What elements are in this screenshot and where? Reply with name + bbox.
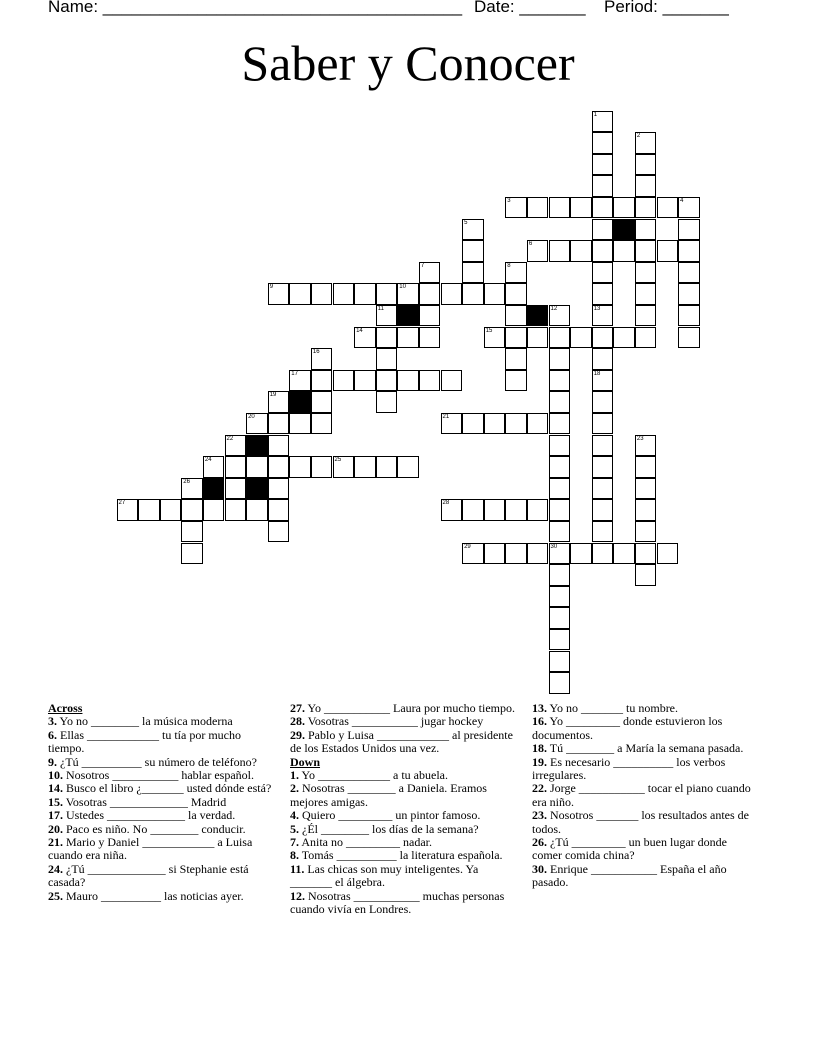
grid-cell[interactable]: [592, 240, 614, 262]
grid-cell[interactable]: [678, 327, 700, 349]
grid-cell[interactable]: [635, 456, 657, 478]
grid-cell[interactable]: [181, 521, 203, 543]
grid-cell[interactable]: [678, 197, 700, 219]
cell-number: 21: [442, 413, 450, 420]
cell-number: 7: [420, 262, 425, 269]
grid-cell[interactable]: [181, 478, 203, 500]
cell-number: 11: [377, 305, 384, 312]
grid-cell[interactable]: [289, 283, 311, 305]
grid-cell[interactable]: [246, 499, 268, 521]
grid-cell[interactable]: [484, 543, 506, 565]
grid-cell[interactable]: [549, 651, 571, 673]
cell-number: 5: [464, 219, 468, 226]
grid-cell[interactable]: [549, 629, 571, 651]
grid-cell[interactable]: [613, 543, 635, 565]
clue-item: 19. Es necesario __________ los verbos irregulares.: [532, 754, 726, 783]
grid-cell[interactable]: [268, 413, 290, 435]
grid-cell[interactable]: [570, 327, 592, 349]
grid-cell[interactable]: [484, 499, 506, 521]
grid-cell[interactable]: [635, 283, 657, 305]
grid-cell[interactable]: [549, 672, 571, 694]
grid-cell[interactable]: [505, 283, 527, 305]
grid-cell[interactable]: [635, 197, 657, 219]
grid-cell[interactable]: [181, 543, 203, 565]
grid-cell[interactable]: [311, 370, 333, 392]
grid-cell[interactable]: [289, 456, 311, 478]
grid-cell[interactable]: [592, 327, 614, 349]
grid-cell[interactable]: [549, 240, 571, 262]
grid-cell[interactable]: [678, 262, 700, 284]
grid-cell[interactable]: [462, 413, 484, 435]
grid-cell[interactable]: [592, 175, 614, 197]
grid-cell[interactable]: [678, 240, 700, 262]
grid-cell[interactable]: [311, 456, 333, 478]
grid-cell[interactable]: [678, 219, 700, 241]
grid-cell[interactable]: [333, 283, 355, 305]
black-cell: [527, 305, 549, 327]
grid-cell[interactable]: [505, 543, 527, 565]
clue-item: 25. Mauro __________ las noticias ayer.: [48, 888, 244, 903]
clue-item: 5. ¿Él ________ los días de la semana?: [290, 821, 479, 836]
grid-cell[interactable]: [268, 521, 290, 543]
grid-cell[interactable]: [419, 283, 441, 305]
grid-cell[interactable]: [527, 240, 549, 262]
grid-cell[interactable]: [635, 262, 657, 284]
cell-number: 20: [248, 413, 255, 420]
grid-cell[interactable]: [462, 499, 484, 521]
grid-cell[interactable]: [397, 283, 419, 305]
name-line: Name: ______________________________________: [48, 0, 463, 16]
grid-cell[interactable]: [441, 370, 463, 392]
grid-cell[interactable]: [592, 348, 614, 370]
cell-number: 8: [507, 262, 511, 269]
cell-number: 28: [442, 500, 450, 507]
grid-cell[interactable]: [657, 543, 679, 565]
grid-cell[interactable]: [592, 370, 614, 392]
grid-cell[interactable]: [376, 391, 398, 413]
clue-item: 8. Tomás __________ la literatura española.: [290, 848, 503, 863]
grid-cell[interactable]: [376, 305, 398, 327]
grid-cell[interactable]: [462, 283, 484, 305]
grid-cell[interactable]: [462, 240, 484, 262]
clue-item: 10. Nosotros ___________ hablar español.: [48, 768, 254, 783]
grid-cell[interactable]: [549, 586, 571, 608]
cell-number: 29: [464, 543, 471, 550]
grid-cell[interactable]: [592, 543, 614, 565]
grid-cell[interactable]: [354, 283, 376, 305]
grid-cell[interactable]: [570, 197, 592, 219]
clue-item: 21. Mario y Daniel ____________ a Luisa cuando era niña.: [48, 835, 253, 863]
grid-cell[interactable]: [311, 391, 333, 413]
clue-item: 1. Yo ____________ a tu abuela.: [290, 768, 448, 783]
grid-cell[interactable]: [635, 499, 657, 521]
grid-cell[interactable]: [549, 607, 571, 629]
clue-item: 30. Enrique ___________ España el año pasado.: [532, 861, 727, 890]
grid-cell[interactable]: [181, 499, 203, 521]
cell-number: 23: [636, 435, 644, 442]
grid-cell[interactable]: [462, 262, 484, 284]
grid-cell[interactable]: [505, 348, 527, 370]
grid-cell[interactable]: [462, 543, 484, 565]
grid-cell[interactable]: [419, 262, 441, 284]
page-title: Saber y Conocer: [241, 35, 575, 91]
grid-cell[interactable]: [268, 435, 290, 457]
clue-item: 11. Las chicas son muy inteligentes. Ya _______ el álgebra.: [290, 861, 479, 890]
grid-cell[interactable]: [505, 197, 527, 219]
cell-number: 22: [226, 435, 234, 442]
grid-cell[interactable]: [592, 456, 614, 478]
grid-cell[interactable]: [268, 283, 290, 305]
cell-number: 10: [399, 284, 406, 291]
grid-cell[interactable]: [138, 499, 160, 521]
grid-cell[interactable]: [397, 327, 419, 349]
grid-cell[interactable]: [225, 499, 247, 521]
grid-cell[interactable]: [376, 370, 398, 392]
grid-cell[interactable]: [397, 456, 419, 478]
clue-item: 20. Paco es niño. No ________ conducir.: [48, 821, 246, 836]
grid-cell[interactable]: [203, 456, 225, 478]
cell-number: 15: [485, 327, 493, 334]
grid-cell[interactable]: [268, 499, 290, 521]
grid-cell[interactable]: [246, 413, 268, 435]
clue-item: 26. ¿Tú _________ un buen lugar donde comer comida china?: [532, 835, 727, 863]
grid-cell[interactable]: [268, 478, 290, 500]
grid-cell[interactable]: [225, 435, 247, 457]
clue-item: 13. Yo no _______ tu nombre.: [532, 701, 679, 715]
cell-number: 17: [291, 370, 298, 377]
grid-cell[interactable]: [419, 305, 441, 327]
black-cell: [613, 219, 635, 241]
grid-cell[interactable]: [441, 499, 463, 521]
clue-item: 27. Yo ___________ Laura por mucho tiempo.: [290, 701, 515, 715]
grid-cell[interactable]: [592, 305, 614, 327]
grid-cell[interactable]: [289, 370, 311, 392]
grid-cell[interactable]: [505, 413, 527, 435]
clue-item: 9. ¿Tú __________ su número de teléfono?: [48, 754, 257, 769]
clue-item: 22. Jorge ___________ tocar el piano cuando era niño.: [532, 781, 751, 809]
grid-cell[interactable]: [311, 413, 333, 435]
grid-cell[interactable]: [505, 499, 527, 521]
grid-cell[interactable]: [527, 499, 549, 521]
grid-cell[interactable]: [635, 435, 657, 457]
clue-item: 7. Anita no _________ nadar.: [290, 835, 432, 850]
grid-cell[interactable]: [527, 327, 549, 349]
grid-cell[interactable]: [657, 240, 679, 262]
grid-cell[interactable]: [635, 154, 657, 176]
grid-cell[interactable]: [441, 283, 463, 305]
grid-cell[interactable]: [419, 370, 441, 392]
grid-cell[interactable]: [225, 478, 247, 500]
across-heading: Across: [48, 701, 83, 715]
date-line: Date: _______: [474, 0, 586, 16]
cell-number: 3: [507, 197, 511, 204]
grid-cell[interactable]: [203, 499, 225, 521]
clue-item: 17. Ustedes _____________ la verdad.: [48, 808, 236, 823]
cell-number: 26: [183, 478, 190, 485]
clues-column-2: [290, 702, 520, 917]
grid-cell[interactable]: [549, 391, 571, 413]
grid-cell[interactable]: [376, 348, 398, 370]
grid-cell[interactable]: [268, 391, 290, 413]
grid-cell[interactable]: [484, 327, 506, 349]
grid-cell[interactable]: [678, 305, 700, 327]
grid-cell[interactable]: [225, 456, 247, 478]
grid-cell[interactable]: [613, 197, 635, 219]
grid-cell[interactable]: [549, 370, 571, 392]
grid-cell[interactable]: [635, 305, 657, 327]
grid-cell[interactable]: [635, 219, 657, 241]
cell-number: 1: [593, 111, 598, 118]
grid-cell[interactable]: [354, 327, 376, 349]
cell-number: 9: [269, 284, 274, 291]
grid-cell[interactable]: [592, 154, 614, 176]
grid-cell[interactable]: [505, 327, 527, 349]
grid-cell[interactable]: [549, 413, 571, 435]
grid-cell[interactable]: [376, 283, 398, 305]
cell-number: 16: [312, 349, 320, 356]
cell-number: 19: [269, 392, 277, 399]
grid-cell[interactable]: [549, 456, 571, 478]
grid-cell[interactable]: [289, 413, 311, 435]
clue-item: 6. Ellas ____________ tu tía por mucho tiempo.: [48, 727, 241, 756]
grid-cell[interactable]: [441, 413, 463, 435]
grid-cell[interactable]: [570, 240, 592, 262]
grid-cell[interactable]: [549, 478, 571, 500]
grid-cell[interactable]: [117, 499, 139, 521]
period-line: Period: _______: [604, 0, 729, 16]
grid-cell[interactable]: [549, 435, 571, 457]
clue-item: 15. Vosotras _____________ Madrid: [48, 794, 227, 809]
cell-number: 25: [334, 457, 342, 464]
grid-cell[interactable]: [527, 413, 549, 435]
grid-cell[interactable]: [160, 499, 182, 521]
grid-cell[interactable]: [592, 413, 614, 435]
grid-cell[interactable]: [333, 370, 355, 392]
black-cell: [246, 478, 268, 500]
clue-item: 4. Quiero _________ un pintor famoso.: [290, 808, 481, 823]
grid-cell[interactable]: [592, 219, 614, 241]
cell-number: 6: [528, 241, 533, 248]
grid-cell[interactable]: [592, 435, 614, 457]
grid-cell[interactable]: [527, 543, 549, 565]
grid-cell[interactable]: [592, 262, 614, 284]
black-cell: [203, 478, 225, 500]
grid-cell[interactable]: [484, 413, 506, 435]
grid-cell[interactable]: [549, 499, 571, 521]
grid-cell[interactable]: [246, 456, 268, 478]
grid-cell[interactable]: [592, 111, 614, 133]
grid-cell[interactable]: [635, 521, 657, 543]
grid-cell[interactable]: [505, 305, 527, 327]
grid-cell[interactable]: [419, 327, 441, 349]
clue-item: 23. Nosotros _______ los resultados antes de todos.: [532, 808, 749, 836]
clue-item: 14. Busco el libro ¿_______ usted dónde está?: [48, 781, 272, 796]
black-cell: [397, 305, 419, 327]
grid-cell[interactable]: [657, 197, 679, 219]
grid-cell[interactable]: [570, 543, 592, 565]
cell-number: 18: [593, 370, 601, 377]
grid-cell[interactable]: [635, 132, 657, 154]
grid-cell[interactable]: [268, 456, 290, 478]
clue-item: 24. ¿Tú _____________ si Stephanie está casada?: [48, 861, 249, 890]
grid-cell[interactable]: [635, 543, 657, 565]
down-clue-list-cont: [532, 702, 757, 890]
grid-cell[interactable]: [613, 240, 635, 262]
grid-cell[interactable]: [549, 327, 571, 349]
grid-cell[interactable]: [549, 305, 571, 327]
clue-item: 16. Yo _________ donde estuvieron los documentos.: [532, 714, 723, 742]
across-clue-list: [48, 715, 273, 903]
grid-cell[interactable]: [505, 262, 527, 284]
grid-cell[interactable]: [549, 564, 571, 586]
clues-column-1: [48, 702, 273, 903]
grid-cell[interactable]: [376, 456, 398, 478]
grid-cell[interactable]: [678, 283, 700, 305]
cell-number: 4: [680, 197, 684, 204]
black-cell: [246, 435, 268, 457]
black-cell: [289, 391, 311, 413]
grid-cell[interactable]: [527, 197, 549, 219]
grid-cell[interactable]: [376, 327, 398, 349]
grid-cell[interactable]: [592, 478, 614, 500]
grid-cell[interactable]: [311, 283, 333, 305]
grid-cell[interactable]: [592, 197, 614, 219]
grid-cell[interactable]: [549, 521, 571, 543]
grid-cell[interactable]: [462, 219, 484, 241]
cell-number: 14: [356, 327, 363, 334]
clue-item: 28. Vosotras ___________ jugar hockey: [290, 714, 484, 729]
grid-cell[interactable]: [549, 543, 571, 565]
clues-column-3: [532, 702, 757, 890]
grid-cell[interactable]: [592, 391, 614, 413]
grid-cell[interactable]: [592, 283, 614, 305]
down-heading: Down: [290, 754, 321, 769]
grid-cell[interactable]: [311, 348, 333, 370]
cell-number: 12: [550, 305, 558, 312]
grid-cell[interactable]: [635, 564, 657, 586]
across-clue-list-cont: [290, 702, 520, 756]
down-clue-list: [290, 769, 520, 916]
cell-number: 2: [636, 133, 641, 140]
grid-cell[interactable]: [333, 456, 355, 478]
grid-cell[interactable]: [635, 327, 657, 349]
grid-cell[interactable]: [397, 370, 419, 392]
grid-cell[interactable]: [549, 348, 571, 370]
cell-number: 27: [118, 500, 126, 507]
grid-cell[interactable]: [354, 370, 376, 392]
clue-item: 2. Nosotras ________ a Daniela. Eramos mejores amigas.: [290, 781, 487, 809]
cell-number: 30: [550, 543, 558, 550]
clue-item: 18. Tú ________ a María la semana pasada.: [532, 741, 744, 756]
grid-cell[interactable]: [484, 283, 506, 305]
grid-cell[interactable]: [354, 456, 376, 478]
grid-cell[interactable]: [592, 499, 614, 521]
grid-cell[interactable]: [592, 132, 614, 154]
grid-cell[interactable]: [635, 478, 657, 500]
grid-cell[interactable]: [549, 197, 571, 219]
grid-cell[interactable]: [635, 240, 657, 262]
grid-cell[interactable]: [635, 175, 657, 197]
grid-cell[interactable]: [505, 370, 527, 392]
clue-item: 3. Yo no ________ la música moderna: [48, 714, 233, 729]
cell-number: 13: [593, 305, 601, 312]
grid-cell[interactable]: [613, 327, 635, 349]
clue-item: 29. Pablo y Luisa ____________ al presidente de los Estados Unidos una vez.: [290, 727, 513, 756]
cell-number: 24: [204, 457, 212, 464]
clue-item: 12. Nosotras ___________ muchas personas cuando vivía en Londres.: [290, 888, 505, 917]
grid-cell[interactable]: [592, 521, 614, 543]
